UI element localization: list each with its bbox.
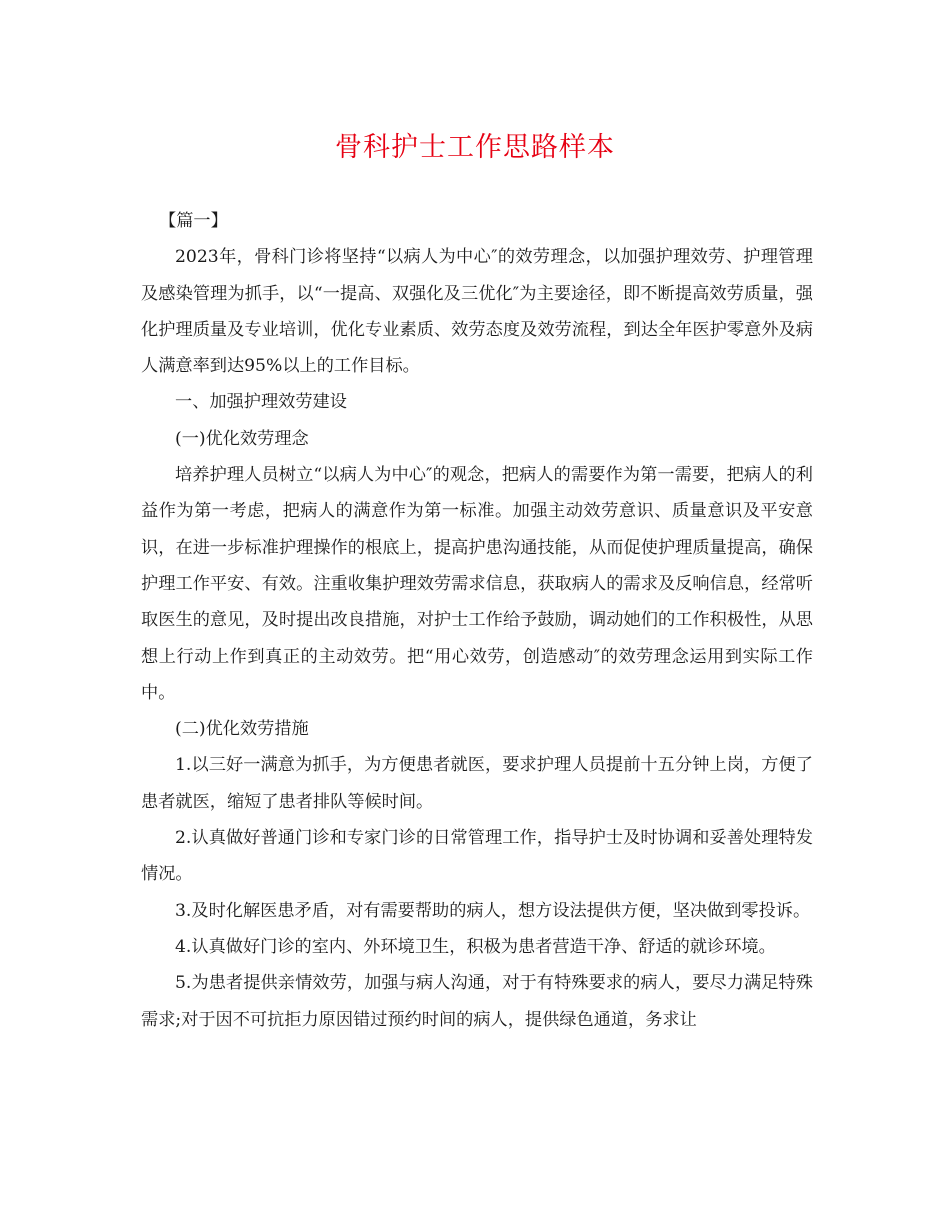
document-body xyxy=(141,203,813,1038)
heading-subsection-2: (二)优化效劳措施 xyxy=(175,719,309,740)
section-label: 【篇一】 xyxy=(159,211,228,231)
heading-subsection-1: (一)优化效劳理念 xyxy=(175,428,309,449)
list-item-5: 5.为患者提供亲情效劳，加强与病人沟通，对于有特殊要求的病人，要尽力满足特殊需求;对于因不可抗拒力原因错过预约时间的病人，提供绿色通道，务求让 xyxy=(141,973,813,1030)
list-item-2: 2.认真做好普通门诊和专家门诊的日常管理工作，指导护士及时协调和妥善处理特发情况。 xyxy=(141,828,813,885)
document-title: 骨科护士工作思路样本 xyxy=(335,132,615,163)
list-item-1: 1.以三好一满意为抓手，为方便患者就医，要求护理人员提前十五分钟上岗，方便了患者就医，缩短了患者排队等候时间。 xyxy=(141,755,813,812)
heading-section-1: 一、加强护理效劳建设 xyxy=(175,392,347,413)
list-item-3: 3.及时化解医患矛盾，对有需要帮助的病人，想方设法提供方便，坚决做到零投诉。 xyxy=(175,900,811,921)
paragraph-service-concept: 培养护理人员树立“以病人为中心″的观念，把病人的需要作为第一需要，把病人的利益作为第一考虑，把病人的满意作为第一标准。加强主动效劳意识、质量意识及平安意识，在进一步标准护理操作的根底上，提高护患沟通技能，从而促使护理质量提高，确保护理工作平安、有效。注重收集护理效劳需求信息，获取病人的需求及反响信息，经常听取医生的意见，及时提出改良措施，对护士工作给予鼓励，调动她们的工作积极性，从思想上行动上作到真正的主动效劳。把“用心效劳，创造感动″的效劳理念运用到实际工作中。 xyxy=(141,465,813,703)
paragraph-intro: 2023年，骨科门诊将坚持“以病人为中心″的效劳理念，以加强护理效劳、护理管理及感染管理为抓手，以“一提高、双强化及三优化″为主要途径，即不断提高效劳质量，强化护理质量及专业培训，优化专业素质、效劳态度及效劳流程，到达全年医护零意外及病人满意率到达95%以上的工作目标。 xyxy=(141,247,813,377)
list-item-4: 4.认真做好门诊的室内、外环境卫生，积极为患者营造干净、舒适的就诊环境。 xyxy=(175,936,776,957)
